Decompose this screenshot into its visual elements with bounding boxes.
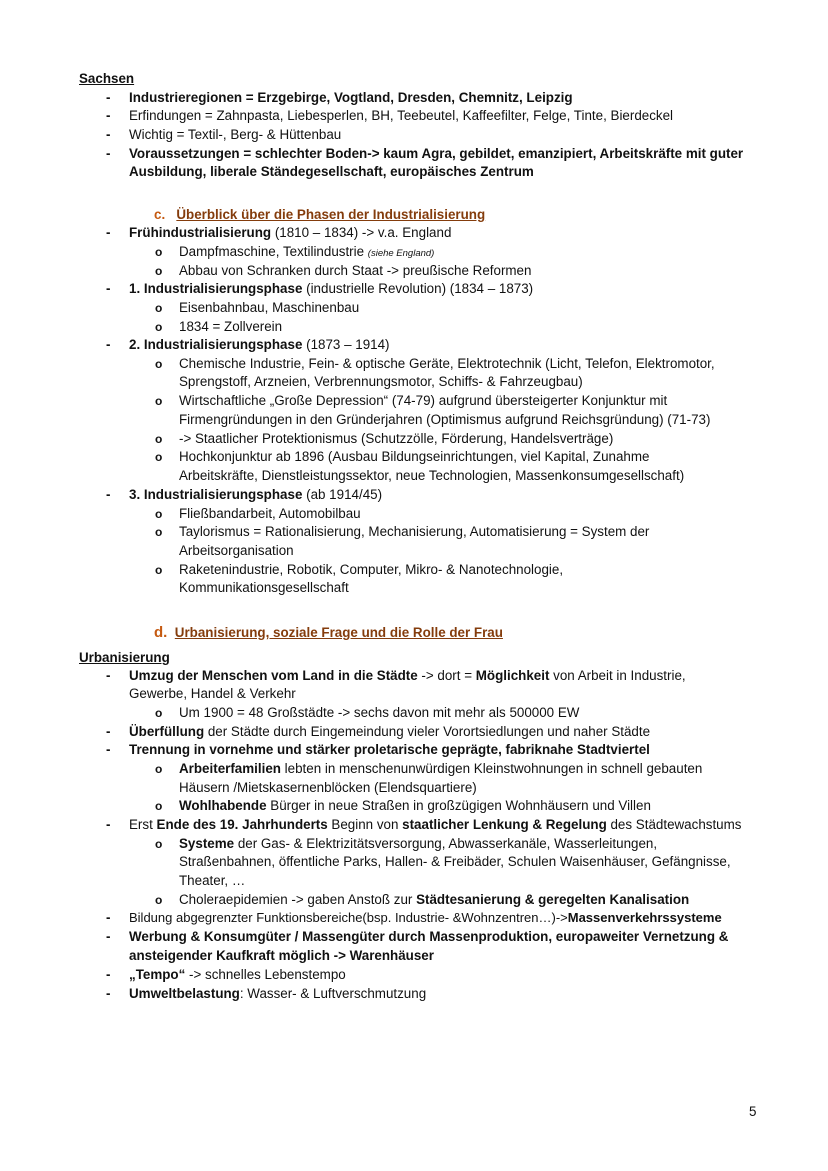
section-c-heading [154, 206, 485, 224]
bullet-dash: - [106, 910, 111, 925]
bullet-circle: o [155, 357, 163, 371]
phase-subitem-cont: Firmengründungen in den Gründerjahren (Optimismus aufgrund Reichsgründung) (71-73) [179, 412, 711, 427]
bullet-dash: - [106, 967, 111, 982]
bullet-circle: o [155, 245, 163, 259]
bullet-dash: - [106, 724, 111, 739]
section-letter: c. [154, 207, 166, 222]
urban-subitem: Arbeiterfamilien lebten in menschenunwürdigen Kleinstwohnungen in schnell gebauten [179, 761, 703, 776]
bullet-dash: - [106, 929, 111, 944]
phase-subitem: Eisenbahnbau, Maschinenbau [179, 300, 360, 315]
bullet-circle: o [155, 762, 163, 776]
urban-item: Umzug der Menschen vom Land in die Städte -> dort = Möglichkeit von Arbeit in Industrie, [129, 668, 686, 683]
bullet-dash: - [106, 281, 111, 296]
urban-subitem-cont: Theater, … [179, 873, 246, 888]
urban-item-cont: ansteigender Kaufkraft möglich -> Warenhäuser [129, 948, 434, 963]
bullet-dash: - [106, 108, 111, 123]
bullet-circle: o [155, 837, 163, 851]
bullet-circle: o [155, 320, 163, 334]
bullet-circle: o [155, 264, 163, 278]
phase-subitem: -> Staatlicher Protektionismus (Schutzzölle, Förderung, Handelsverträge) [179, 431, 614, 446]
phase-subitem-cont: Kommunikationsgesellschaft [179, 580, 349, 595]
urban-subitem: Um 1900 = 48 Großstädte -> sechs davon mit mehr als 500000 EW [179, 705, 580, 720]
urban-item-cont: Gewerbe, Handel & Verkehr [129, 686, 296, 701]
phase-item: 1. Industrialisierungsphase (industrielle Revolution) (1834 – 1873) [129, 281, 534, 296]
phase-subitem-cont: Arbeitskräfte, Dienstleistungssektor, neue Technologien, Massenkonsumgesellschaft) [179, 468, 685, 483]
urban-item: Bildung abgegrenzter Funktionsbereiche(bsp. Industrie- &Wohnzentren…)->Massenverkehrssysteme [129, 910, 722, 925]
phase-subitem: 1834 = Zollverein [179, 319, 283, 334]
urban-item: Erst Ende des 19. Jahrhunderts Beginn von staatlicher Lenkung & Regelung des Städtewachstums [129, 817, 742, 832]
bullet-dash: - [106, 986, 111, 1001]
phase-subitem-cont: Arbeitsorganisation [179, 543, 294, 558]
phase-subitem: Abbau von Schranken durch Staat -> preußische Reformen [179, 263, 532, 278]
section-title: Urbanisierung, soziale Frage und die Rolle der Frau [174, 625, 503, 640]
urban-subitem: Systeme der Gas- & Elektrizitätsversorgung, Abwasserkanäle, Wasserleitungen, [179, 836, 658, 851]
bullet-circle: o [155, 450, 163, 464]
page-number: 5 [749, 1104, 757, 1119]
urban-item: „Tempo“ -> schnelles Lebenstempo [129, 967, 346, 982]
phase-subitem: Hochkonjunktur ab 1896 (Ausbau Bildungseinrichtungen, viel Kapital, Zunahme [179, 449, 650, 464]
sachsen-item-cont: Ausbildung, liberale Ständegesellschaft, europäisches Zentrum [129, 164, 534, 179]
urban-subitem-cont: Straßenbahnen, öffentliche Parks, Hallen- & Freibäder, Schulen Waisenhäuser, Gefängnisse, [179, 854, 731, 869]
section-d-heading [154, 624, 503, 642]
section-title: Überblick über die Phasen der Industrialisierung [176, 207, 486, 222]
section-letter: d. [154, 624, 168, 641]
phase-subitem: Wirtschaftliche „Große Depression“ (74-79) aufgrund übersteigerter Konjunktur mit [179, 393, 668, 408]
bullet-dash: - [106, 817, 111, 832]
urban-item: Überfüllung der Städte durch Eingemeindung vieler Vorortsiedlungen und naher Städte [129, 724, 651, 739]
heading-sachsen: Sachsen [79, 71, 135, 86]
bullet-circle: o [155, 706, 163, 720]
phase-subitem: Chemische Industrie, Fein- & optische Geräte, Elektrotechnik (Licht, Telefon, Elektromotor, [179, 356, 715, 371]
phase-subitem-cont: Sprengstoff, Arzneien, Verbrennungsmotor, Schiffs- & Fahrzeugbau) [179, 374, 583, 389]
bullet-dash: - [106, 742, 111, 757]
bullet-circle: o [155, 563, 163, 577]
bullet-circle: o [155, 394, 163, 408]
bullet-dash: - [106, 127, 111, 142]
bullet-circle: o [155, 507, 163, 521]
bullet-circle: o [155, 799, 163, 813]
phase-subitem: Taylorismus = Rationalisierung, Mechanisierung, Automatisierung = System der [179, 524, 650, 539]
urban-subitem: Wohlhabende Bürger in neue Straßen in großzügigen Wohnhäusern und Villen [179, 798, 651, 813]
bullet-dash: - [106, 146, 111, 161]
phase-subitem: Fließbandarbeit, Automobilbau [179, 506, 361, 521]
bullet-dash: - [106, 487, 111, 502]
heading-urbanisierung: Urbanisierung [79, 650, 170, 665]
sachsen-item: Erfindungen = Zahnpasta, Liebesperlen, BH, Teebeutel, Kaffeefilter, Felge, Tinte, Bierdeckel [129, 108, 674, 123]
phase-item: 2. Industrialisierungsphase (1873 – 1914) [129, 337, 390, 352]
sachsen-item: Voraussetzungen = schlechter Boden-> kaum Agra, gebildet, emanzipiert, Arbeitskräfte mit guter [129, 146, 744, 161]
sachsen-item: Industrieregionen = Erzgebirge, Vogtland, Dresden, Chemnitz, Leipzig [129, 90, 573, 105]
phase-subitem: Raketenindustrie, Robotik, Computer, Mikro- & Nanotechnologie, [179, 562, 564, 577]
urban-item: Trennung in vornehme und stärker proletarische geprägte, fabriknahe Stadtviertel [129, 742, 650, 757]
urban-item: Werbung & Konsumgüter / Massengüter durch Massenproduktion, europaweiter Vernetzung & [129, 929, 729, 944]
phase-item: Frühindustrialisierung (1810 – 1834) -> v.a. England [129, 225, 452, 240]
bullet-dash: - [106, 225, 111, 240]
bullet-circle: o [155, 432, 163, 446]
bullet-circle: o [155, 525, 163, 539]
urban-subitem: Choleraepidemien -> gaben Anstoß zur Städtesanierung & geregelten Kanalisation [179, 892, 690, 907]
phase-item: 3. Industrialisierungsphase (ab 1914/45) [129, 487, 383, 502]
sachsen-item: Wichtig = Textil-, Berg- & Hüttenbau [129, 127, 342, 142]
bullet-circle: o [155, 893, 163, 907]
bullet-dash: - [106, 90, 111, 105]
bullet-dash: - [106, 337, 111, 352]
urban-item: Umweltbelastung: Wasser- & Luftverschmutzung [129, 986, 427, 1001]
urban-subitem-cont: Häusern /Mietskasernenblöcken (Elendsquartiere) [179, 780, 477, 795]
phase-subitem: Dampfmaschine, Textilindustrie (siehe England) [179, 244, 435, 259]
bullet-circle: o [155, 301, 163, 315]
bullet-dash: - [106, 668, 111, 683]
